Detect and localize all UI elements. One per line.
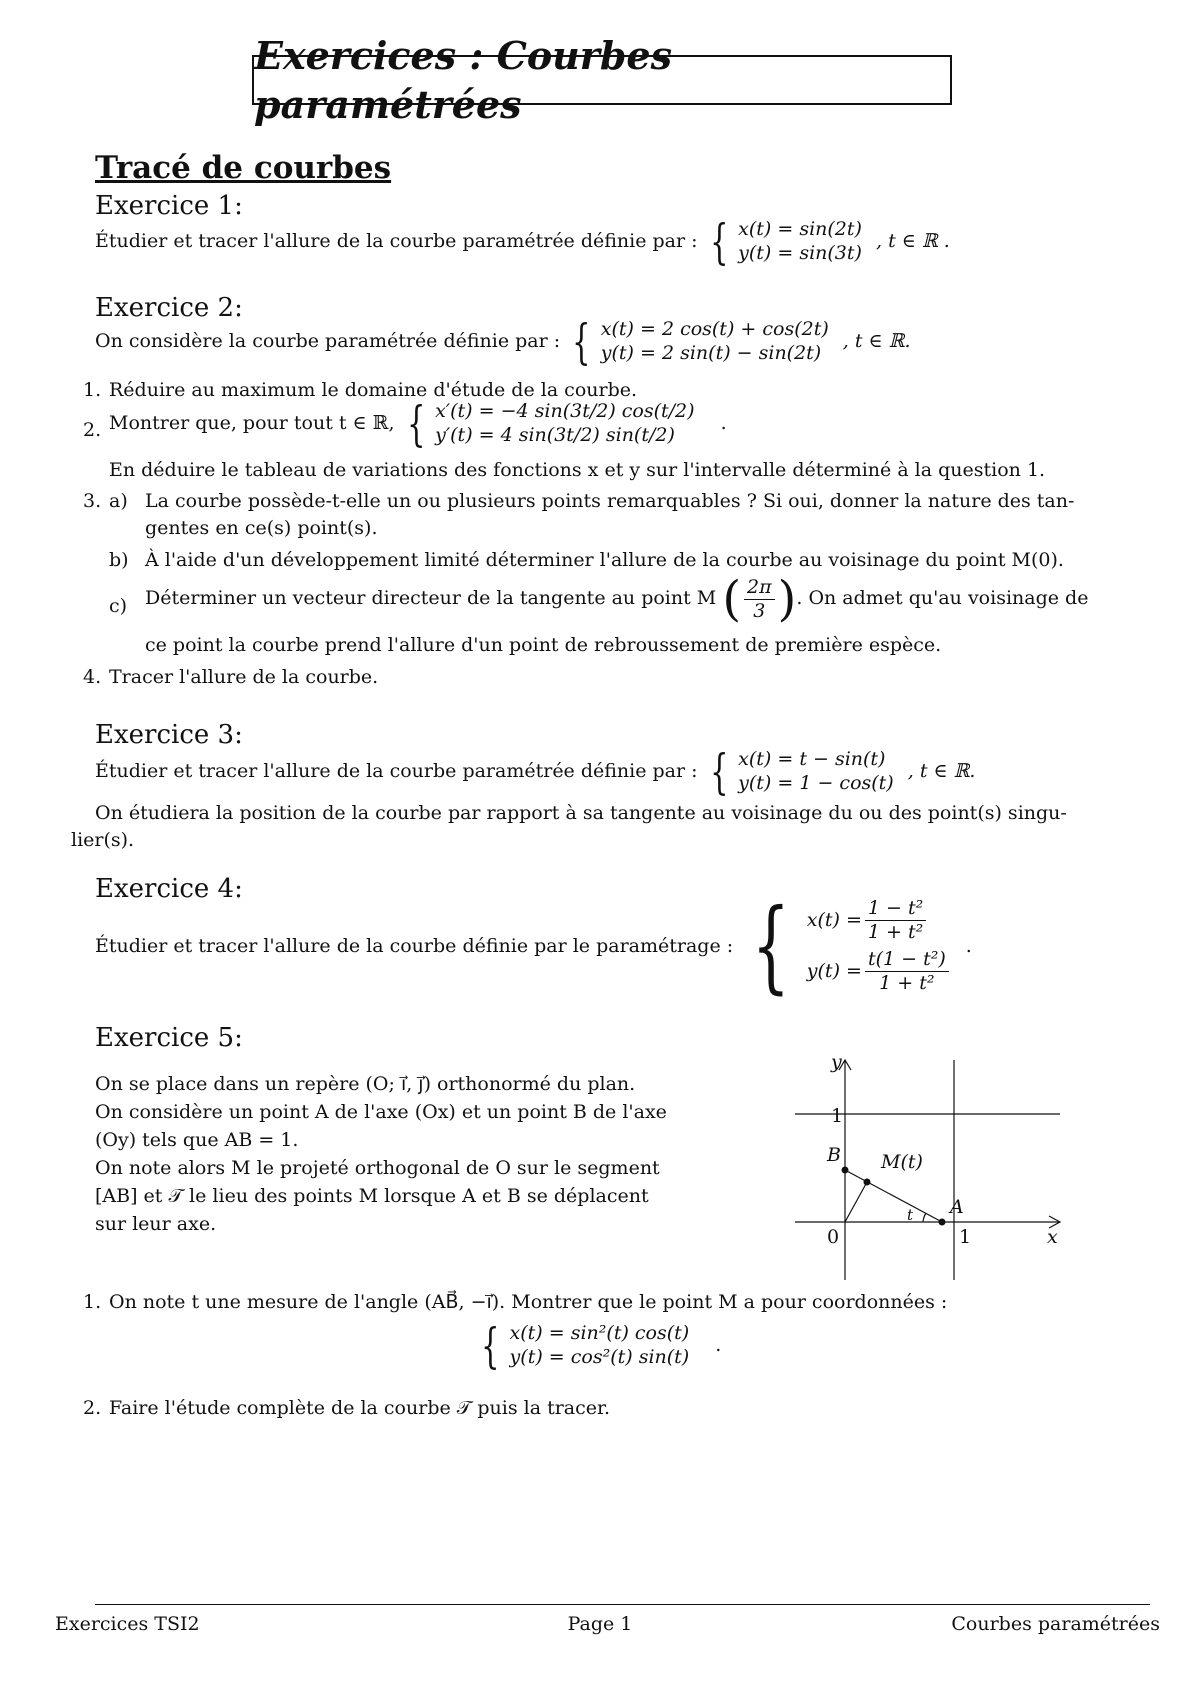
ex5-heading: Exercice 5:	[95, 1023, 243, 1053]
ex2-eq2: y(t) = 2 sin(t) − sin(2t)	[600, 342, 822, 364]
ex2-q1: Réduire au maximum le domaine d'étude de la courbe.	[109, 379, 638, 401]
origin-label: 0	[827, 1226, 840, 1248]
ex2-q2-dot: .	[720, 412, 727, 434]
paren-left-icon: (	[722, 571, 742, 627]
ex5-eq1: x(t) = sin²(t) cos(t)	[509, 1322, 690, 1345]
ex2-q2-line	[109, 396, 727, 452]
ex4-y-lhs: y(t) =	[806, 959, 862, 982]
ex3-system	[704, 744, 894, 800]
ex5-q2: Faire l'étude complète de la courbe 𝒯 puis la tracer.	[109, 1397, 611, 1419]
ex1-statement	[95, 214, 950, 270]
ex2-q2-eq1: x′(t) = −4 sin(3t/2) cos(t/2)	[435, 400, 695, 423]
ex5-p5: [AB] et 𝒯 le lieu des points M lorsque A et B se déplacent	[95, 1185, 649, 1207]
ex1-system	[704, 214, 862, 270]
ex3-note1	[95, 801, 1067, 826]
ex2-q2-system	[401, 396, 695, 452]
ex3-domain: , t ∈ ℝ.	[907, 760, 976, 782]
ex2-heading: Exercice 2:	[95, 293, 243, 323]
ex2-q3c-label: c)	[109, 595, 128, 617]
brace-icon: {	[572, 314, 591, 370]
ex2-q2-num: 2.	[83, 419, 102, 441]
frac-num: 1 − t²	[865, 897, 926, 921]
brace-icon: {	[751, 887, 791, 1004]
ex4-x-lhs: x(t) =	[806, 909, 862, 932]
ex2-system	[566, 314, 829, 370]
ex2-q3c-1a: Déterminer un vecteur directeur de la tangente au point M	[145, 587, 717, 609]
ex3-note2: lier(s).	[71, 829, 135, 851]
brace-icon: {	[406, 396, 425, 452]
frac-num: t(1 − t²)	[865, 948, 949, 972]
ex2-q3c-line1	[145, 571, 1089, 627]
a-label: A	[950, 1196, 964, 1218]
ex3-statement	[95, 744, 976, 800]
ex3-note1-text: On étudiera la position de la courbe par rapport à sa tangente au voisinage du ou des point(s) singu-	[95, 802, 1067, 824]
ex4-dot: .	[965, 934, 972, 957]
ex5-q1-num: 1.	[83, 1291, 102, 1313]
ex2-q3a-1: La courbe possède-t-elle un ou plusieurs points remarquables ? Si oui, donner la nature des tan-	[145, 490, 1075, 512]
ex2-q4: Tracer l'allure de la courbe.	[109, 666, 379, 688]
segment-om	[845, 1182, 867, 1222]
ex2-eq1: x(t) = 2 cos(t) + cos(2t)	[600, 318, 829, 341]
x-label: x	[1047, 1226, 1058, 1248]
ex2-q3a-2: gentes en ce(s) point(s).	[145, 517, 378, 539]
one-x-label: 1	[959, 1226, 972, 1248]
frac-den: 1 + t²	[879, 971, 935, 994]
ex2-q3b-label: b)	[109, 549, 129, 571]
ex2-q3b: À l'aide d'un développement limité déterminer l'allure de la courbe au voisinage du point M(0).	[145, 549, 1064, 571]
ex5-p6: sur leur axe.	[95, 1213, 217, 1235]
footer-right: Courbes paramétrées	[951, 1613, 1160, 1635]
page-title: Exercices : Courbes paramétrées	[252, 55, 952, 105]
brace-icon: {	[709, 214, 729, 270]
point-b	[842, 1167, 849, 1174]
ex3-text: Étudier et tracer l'allure de la courbe paramétrée définie par :	[95, 760, 698, 782]
frac-den: 1 + t²	[867, 921, 924, 944]
ex2-q3a-label: a)	[109, 490, 128, 512]
ex1-eq2: y(t) = sin(3t)	[738, 242, 862, 264]
ex1-eq1: x(t) = sin(2t)	[738, 218, 862, 241]
footer-divider	[95, 1604, 1150, 1605]
ex4-text: Étudier et tracer l'allure de la courbe définie par le paramétrage :	[95, 934, 734, 957]
brace-icon: {	[709, 744, 729, 800]
footer-center: Page 1	[567, 1613, 633, 1635]
ex1-domain: , t ∈ ℝ .	[876, 230, 950, 252]
section-title: Tracé de courbes	[95, 150, 392, 186]
brace-icon: {	[481, 1318, 500, 1374]
ex1-text: Étudier et tracer l'allure de la courbe paramétrée définie par :	[95, 230, 698, 252]
ex2-q3-num: 3.	[83, 490, 102, 512]
page	[55, 0, 1160, 1698]
ex2-q3c-2: ce point la courbe prend l'allure d'un point de rebroussement de première espèce.	[145, 634, 942, 656]
ex5-eq-line	[475, 1318, 722, 1374]
one-y-label: 1	[831, 1105, 844, 1127]
ex2-q3c-frac	[744, 576, 775, 623]
ex5-p3: (Oy) tels que AB = 1.	[95, 1129, 299, 1151]
t-label: t	[907, 1206, 914, 1224]
angle-arc	[923, 1213, 926, 1222]
ex5-q1: On note t une mesure de l'angle (AB⃗, −i⃗). Montrer que le point M a pour coordonnées :	[109, 1291, 948, 1313]
ex2-q2: Montrer que, pour tout t ∈ ℝ,	[109, 412, 395, 434]
ex5-p4: On note alors M le projeté orthogonal de O sur le segment	[95, 1157, 660, 1179]
ex5-eq-dot: .	[715, 1334, 722, 1356]
ex5-p2: On considère un point A de l'axe (Ox) et un point B de l'axe	[95, 1101, 667, 1123]
ex3-eq2: y(t) = 1 − cos(t)	[738, 772, 894, 794]
ex2-q2-eq2: y′(t) = 4 sin(3t/2) sin(t/2)	[435, 424, 675, 446]
ex5-figure	[795, 1040, 1065, 1285]
frac-den: 3	[753, 599, 766, 622]
ex2-q2b: En déduire le tableau de variations des fonctions x et y sur l'intervalle déterminé à la question 1.	[109, 459, 1046, 481]
ex5-p1: On se place dans un repère (O; i⃗, j⃗) orthonormé du plan.	[95, 1073, 636, 1095]
ex2-q1-num: 1.	[83, 379, 102, 401]
ex4-x-frac	[865, 897, 926, 944]
paren-right-icon: )	[777, 571, 797, 627]
ex2-domain: , t ∈ ℝ.	[842, 330, 911, 352]
ex4-heading: Exercice 4:	[95, 874, 243, 904]
ex2-q4-num: 4.	[83, 666, 102, 688]
y-label: y	[831, 1051, 842, 1073]
ex5-q2-num: 2.	[83, 1397, 102, 1419]
ex4-y-frac	[865, 948, 949, 995]
ex3-eq1: x(t) = t − sin(t)	[738, 748, 886, 771]
point-a	[939, 1219, 946, 1226]
ex1-heading: Exercice 1:	[95, 191, 243, 221]
ex5-system	[475, 1318, 690, 1374]
m-label: M(t)	[881, 1151, 923, 1173]
ex2-statement	[95, 314, 911, 370]
ex5-eq2: y(t) = cos²(t) sin(t)	[509, 1346, 690, 1368]
ex2-q3c-1b: . On admet qu'au voisinage de	[796, 587, 1089, 609]
frac-num: 2π	[744, 576, 775, 600]
point-m	[864, 1179, 871, 1186]
ex3-heading: Exercice 3:	[95, 720, 243, 750]
footer-left: Exercices TSI2	[55, 1613, 200, 1635]
b-label: B	[827, 1144, 841, 1166]
ex2-text: On considère la courbe paramétrée définie par :	[95, 330, 561, 352]
